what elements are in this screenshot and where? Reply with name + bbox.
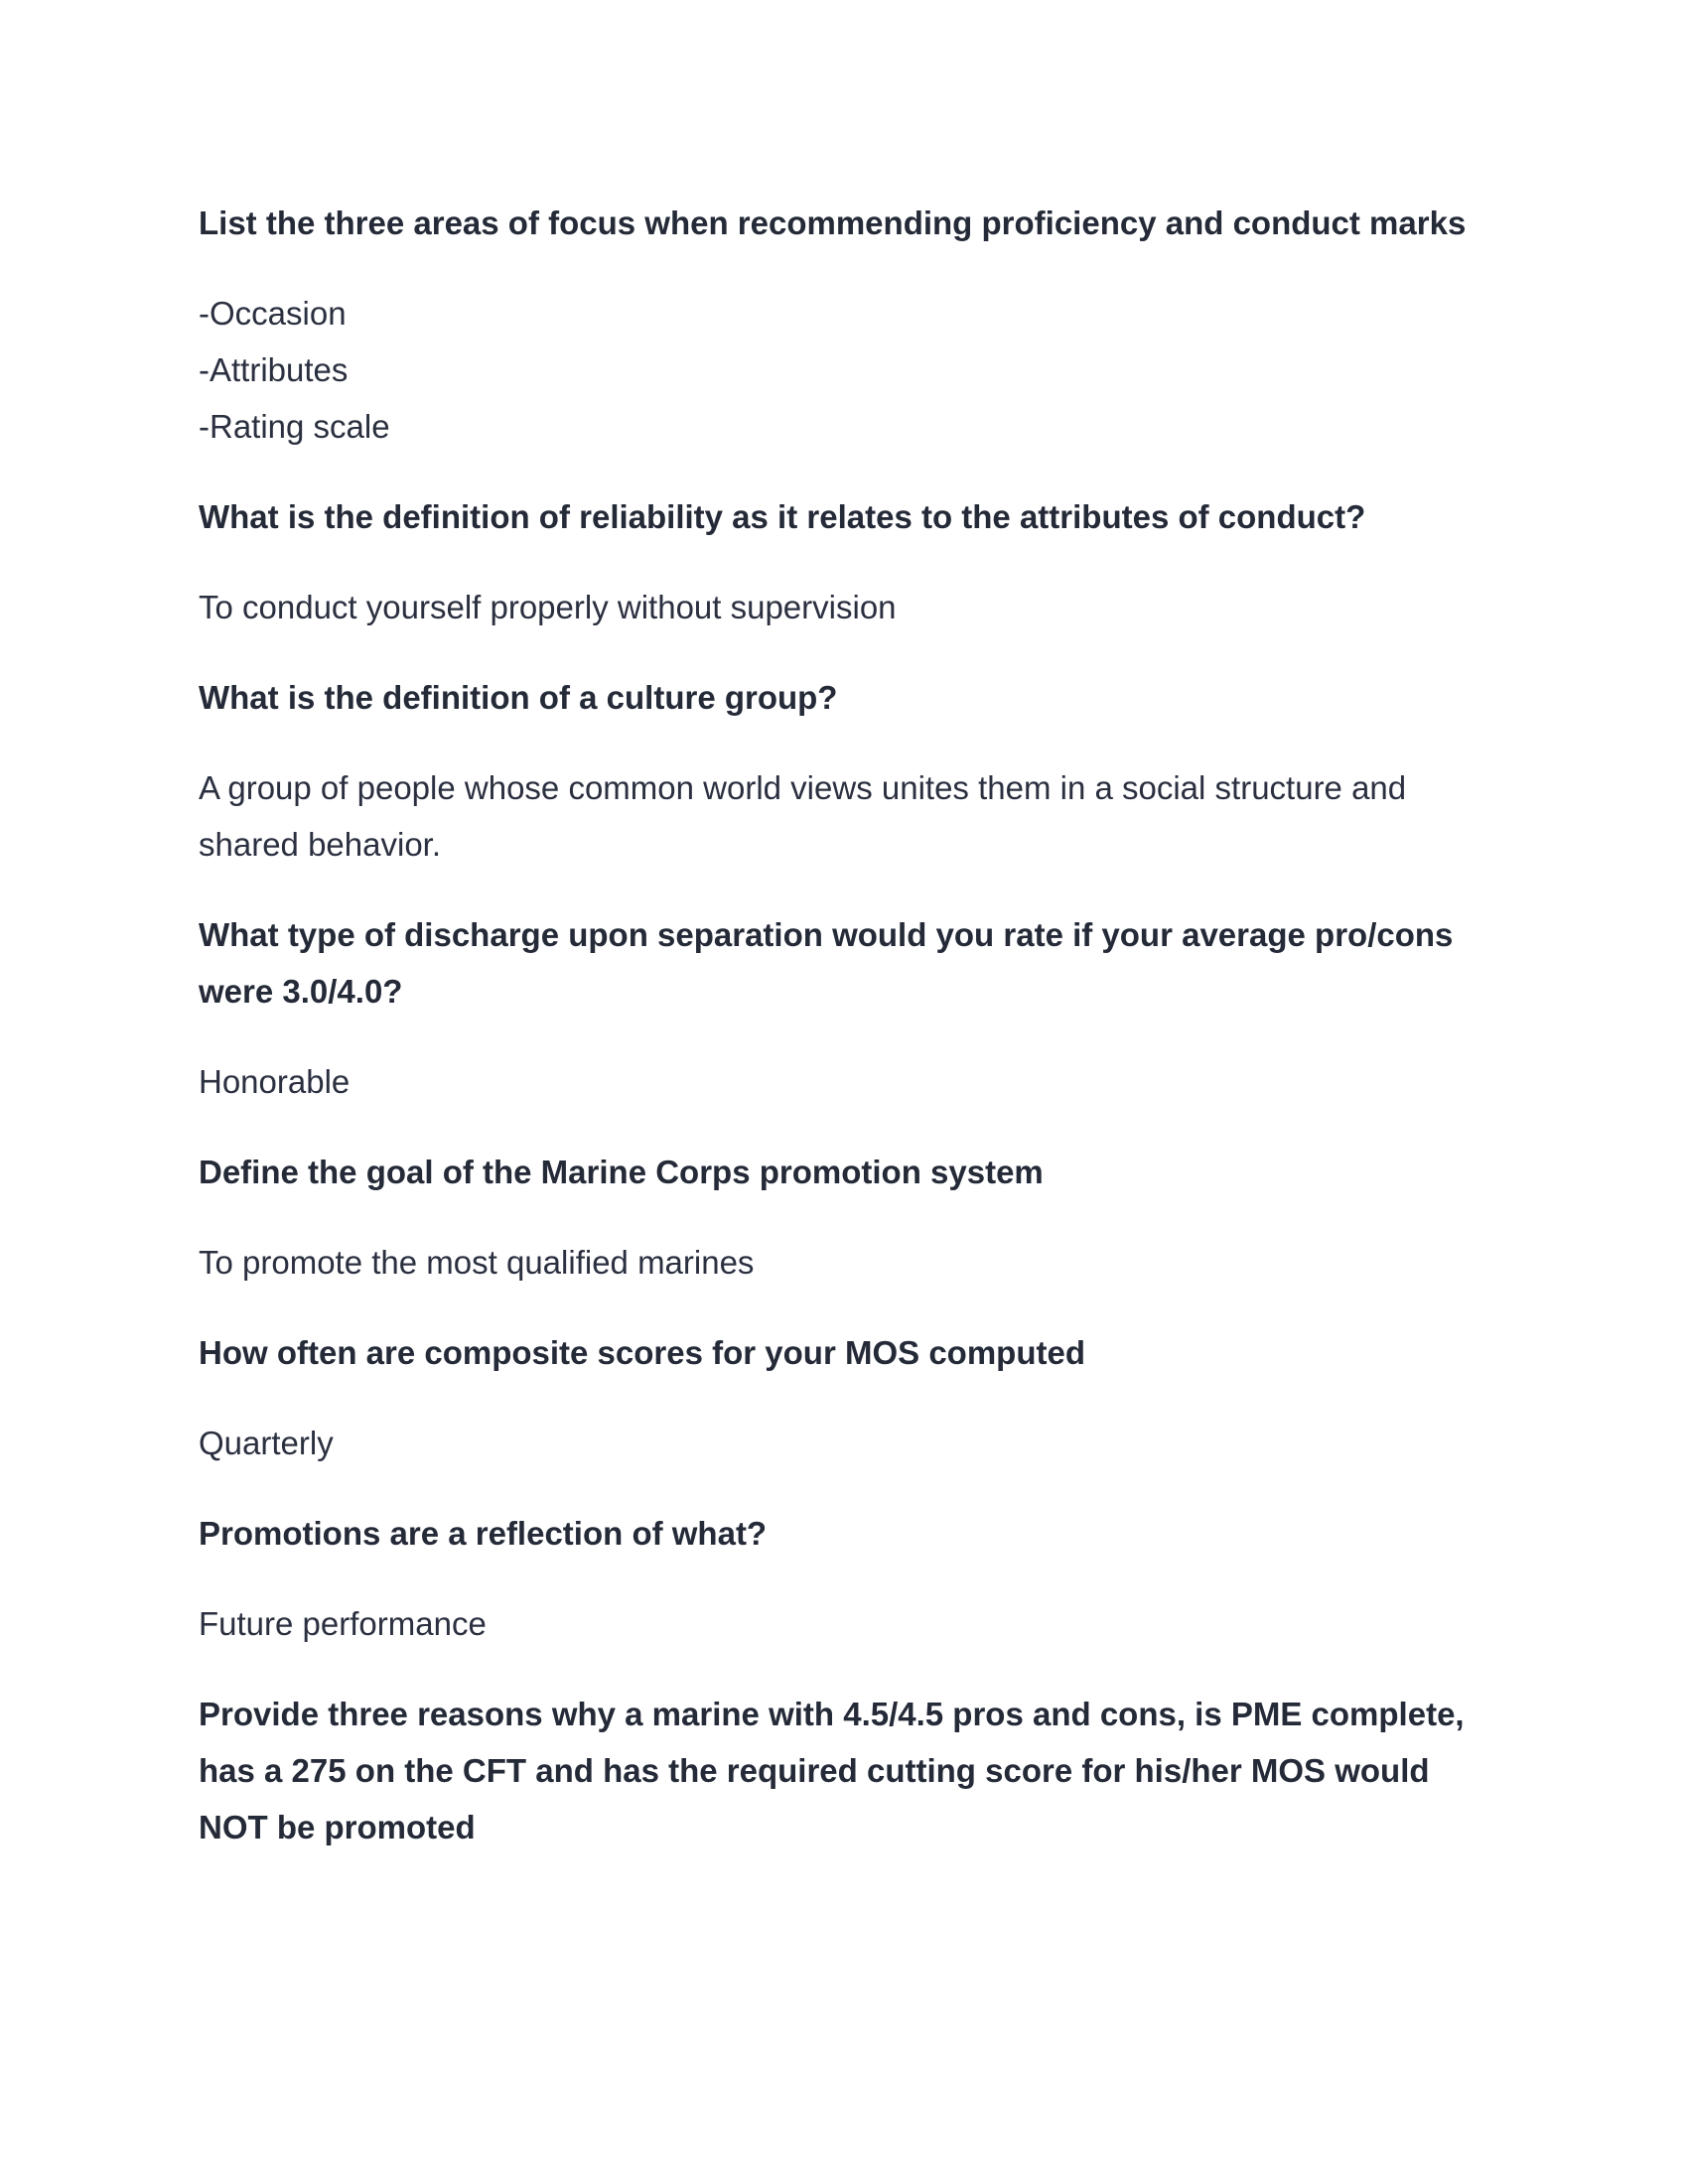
question-text: were 3.0/4.0? <box>199 973 403 1010</box>
question-text: How often are composite scores for your MOS computed <box>199 1334 1085 1371</box>
qa-item <box>199 1505 1509 1686</box>
answer-text: -Attributes <box>199 351 349 388</box>
question-text: Provide three reasons why a marine with 4.5/4.5 pros and cons, is PME complete, <box>199 1696 1465 1732</box>
question-text: Define the goal of the Marine Corps promotion system <box>199 1154 1044 1190</box>
answer-text: To conduct yourself properly without supervision <box>199 589 897 625</box>
answer-text: Quarterly <box>199 1425 334 1461</box>
question-text: NOT be promoted <box>199 1809 476 1845</box>
answer-text: To promote the most qualified marines <box>199 1244 755 1281</box>
qa-item <box>199 669 1509 906</box>
answer-text: A group of people whose common world views unites them in a social structure and <box>199 769 1407 806</box>
answer-text: -Occasion <box>199 295 347 332</box>
question-text: List the three areas of focus when recommending proficiency and conduct marks <box>199 205 1467 241</box>
qa-item <box>199 906 1509 1144</box>
qa-item <box>199 1144 1509 1324</box>
qa-item <box>199 195 1509 488</box>
question-text: What is the definition of reliability as it relates to the attributes of conduct? <box>199 498 1366 535</box>
answer-text: -Rating scale <box>199 408 390 445</box>
question-text: Promotions are a reflection of what? <box>199 1515 768 1552</box>
qa-item <box>199 1324 1509 1505</box>
question-text: What type of discharge upon separation would you rate if your average pro/cons <box>199 916 1454 953</box>
question-text: What is the definition of a culture group? <box>199 679 838 716</box>
qa-item <box>199 488 1509 669</box>
answer-text: Future performance <box>199 1605 487 1642</box>
answer-text: Honorable <box>199 1063 351 1100</box>
answer-text: shared behavior. <box>199 826 442 863</box>
question-text: has a 275 on the CFT and has the required cutting score for his/her MOS would <box>199 1752 1430 1789</box>
document-page <box>199 195 1509 1855</box>
qa-item <box>199 1686 1509 1855</box>
